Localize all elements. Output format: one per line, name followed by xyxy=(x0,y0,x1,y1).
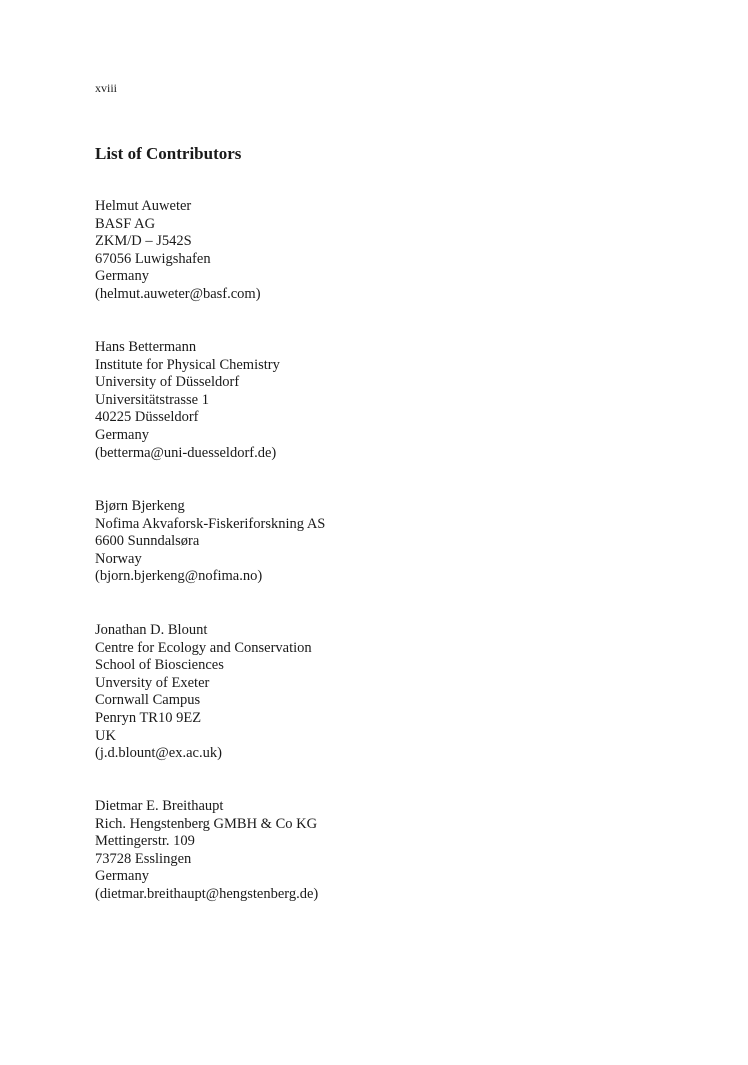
affiliation-line: Cornwall Campus xyxy=(95,692,201,709)
contributor-entry xyxy=(95,622,312,763)
affiliation-line: 67056 Luwigshafen xyxy=(95,250,211,267)
affiliation-line: Germany xyxy=(95,268,149,285)
page-number: xviii xyxy=(95,81,118,95)
contributor-email: (j.d.blount@ex.ac.uk) xyxy=(95,745,222,762)
affiliation-line: Germany xyxy=(95,426,149,443)
contributor-name: Jonathan D. Blount xyxy=(95,622,208,638)
contributor-email: (betterma@uni-duesseldorf.de) xyxy=(95,444,277,461)
affiliation-line: 40225 Düsseldorf xyxy=(95,409,199,426)
page-title: List of Contributors xyxy=(95,144,242,163)
affiliation-line: Norway xyxy=(95,550,142,567)
affiliation-line: School of Biosciences xyxy=(95,657,224,674)
affiliation-line: Universitätstrasse 1 xyxy=(95,391,209,408)
affiliation-line: Unversity of Exeter xyxy=(95,674,210,691)
affiliation-line: 73728 Esslingen xyxy=(95,850,192,867)
affiliation-line: Nofima Akvaforsk-Fiskeriforskning AS xyxy=(95,515,326,532)
affiliation-line: Institute for Physical Chemistry xyxy=(95,356,280,373)
contributor-email: (helmut.auweter@basf.com) xyxy=(95,285,261,302)
contributor-name: Hans Bettermann xyxy=(95,339,197,355)
affiliation-line: UK xyxy=(95,727,116,744)
contributor-name: Dietmar E. Breithaupt xyxy=(95,798,224,814)
contributor-entry xyxy=(95,339,280,462)
affiliation-line: BASF AG xyxy=(95,215,156,232)
contributor-entry xyxy=(95,798,318,904)
contributor-name: Helmut Auweter xyxy=(95,198,192,214)
affiliation-line: Rich. Hengstenberg GMBH & Co KG xyxy=(95,815,318,832)
contributor-entry xyxy=(95,198,261,304)
contributor-email: (bjorn.bjerkeng@nofima.no) xyxy=(95,568,263,585)
affiliation-line: 6600 Sunndalsøra xyxy=(95,533,200,550)
affiliation-line: ZKM/D – J542S xyxy=(95,233,192,250)
contributor-email: (dietmar.breithaupt@hengstenberg.de) xyxy=(95,885,319,902)
affiliation-line: Centre for Ecology and Conservation xyxy=(95,639,312,656)
affiliation-line: Germany xyxy=(95,868,149,885)
affiliation-line: Mettingerstr. 109 xyxy=(95,833,195,850)
contributor-entry xyxy=(95,498,325,586)
affiliation-line: Penryn TR10 9EZ xyxy=(95,709,202,726)
contributor-name: Bjørn Bjerkeng xyxy=(95,498,185,514)
affiliation-line: University of Düsseldorf xyxy=(95,374,240,391)
